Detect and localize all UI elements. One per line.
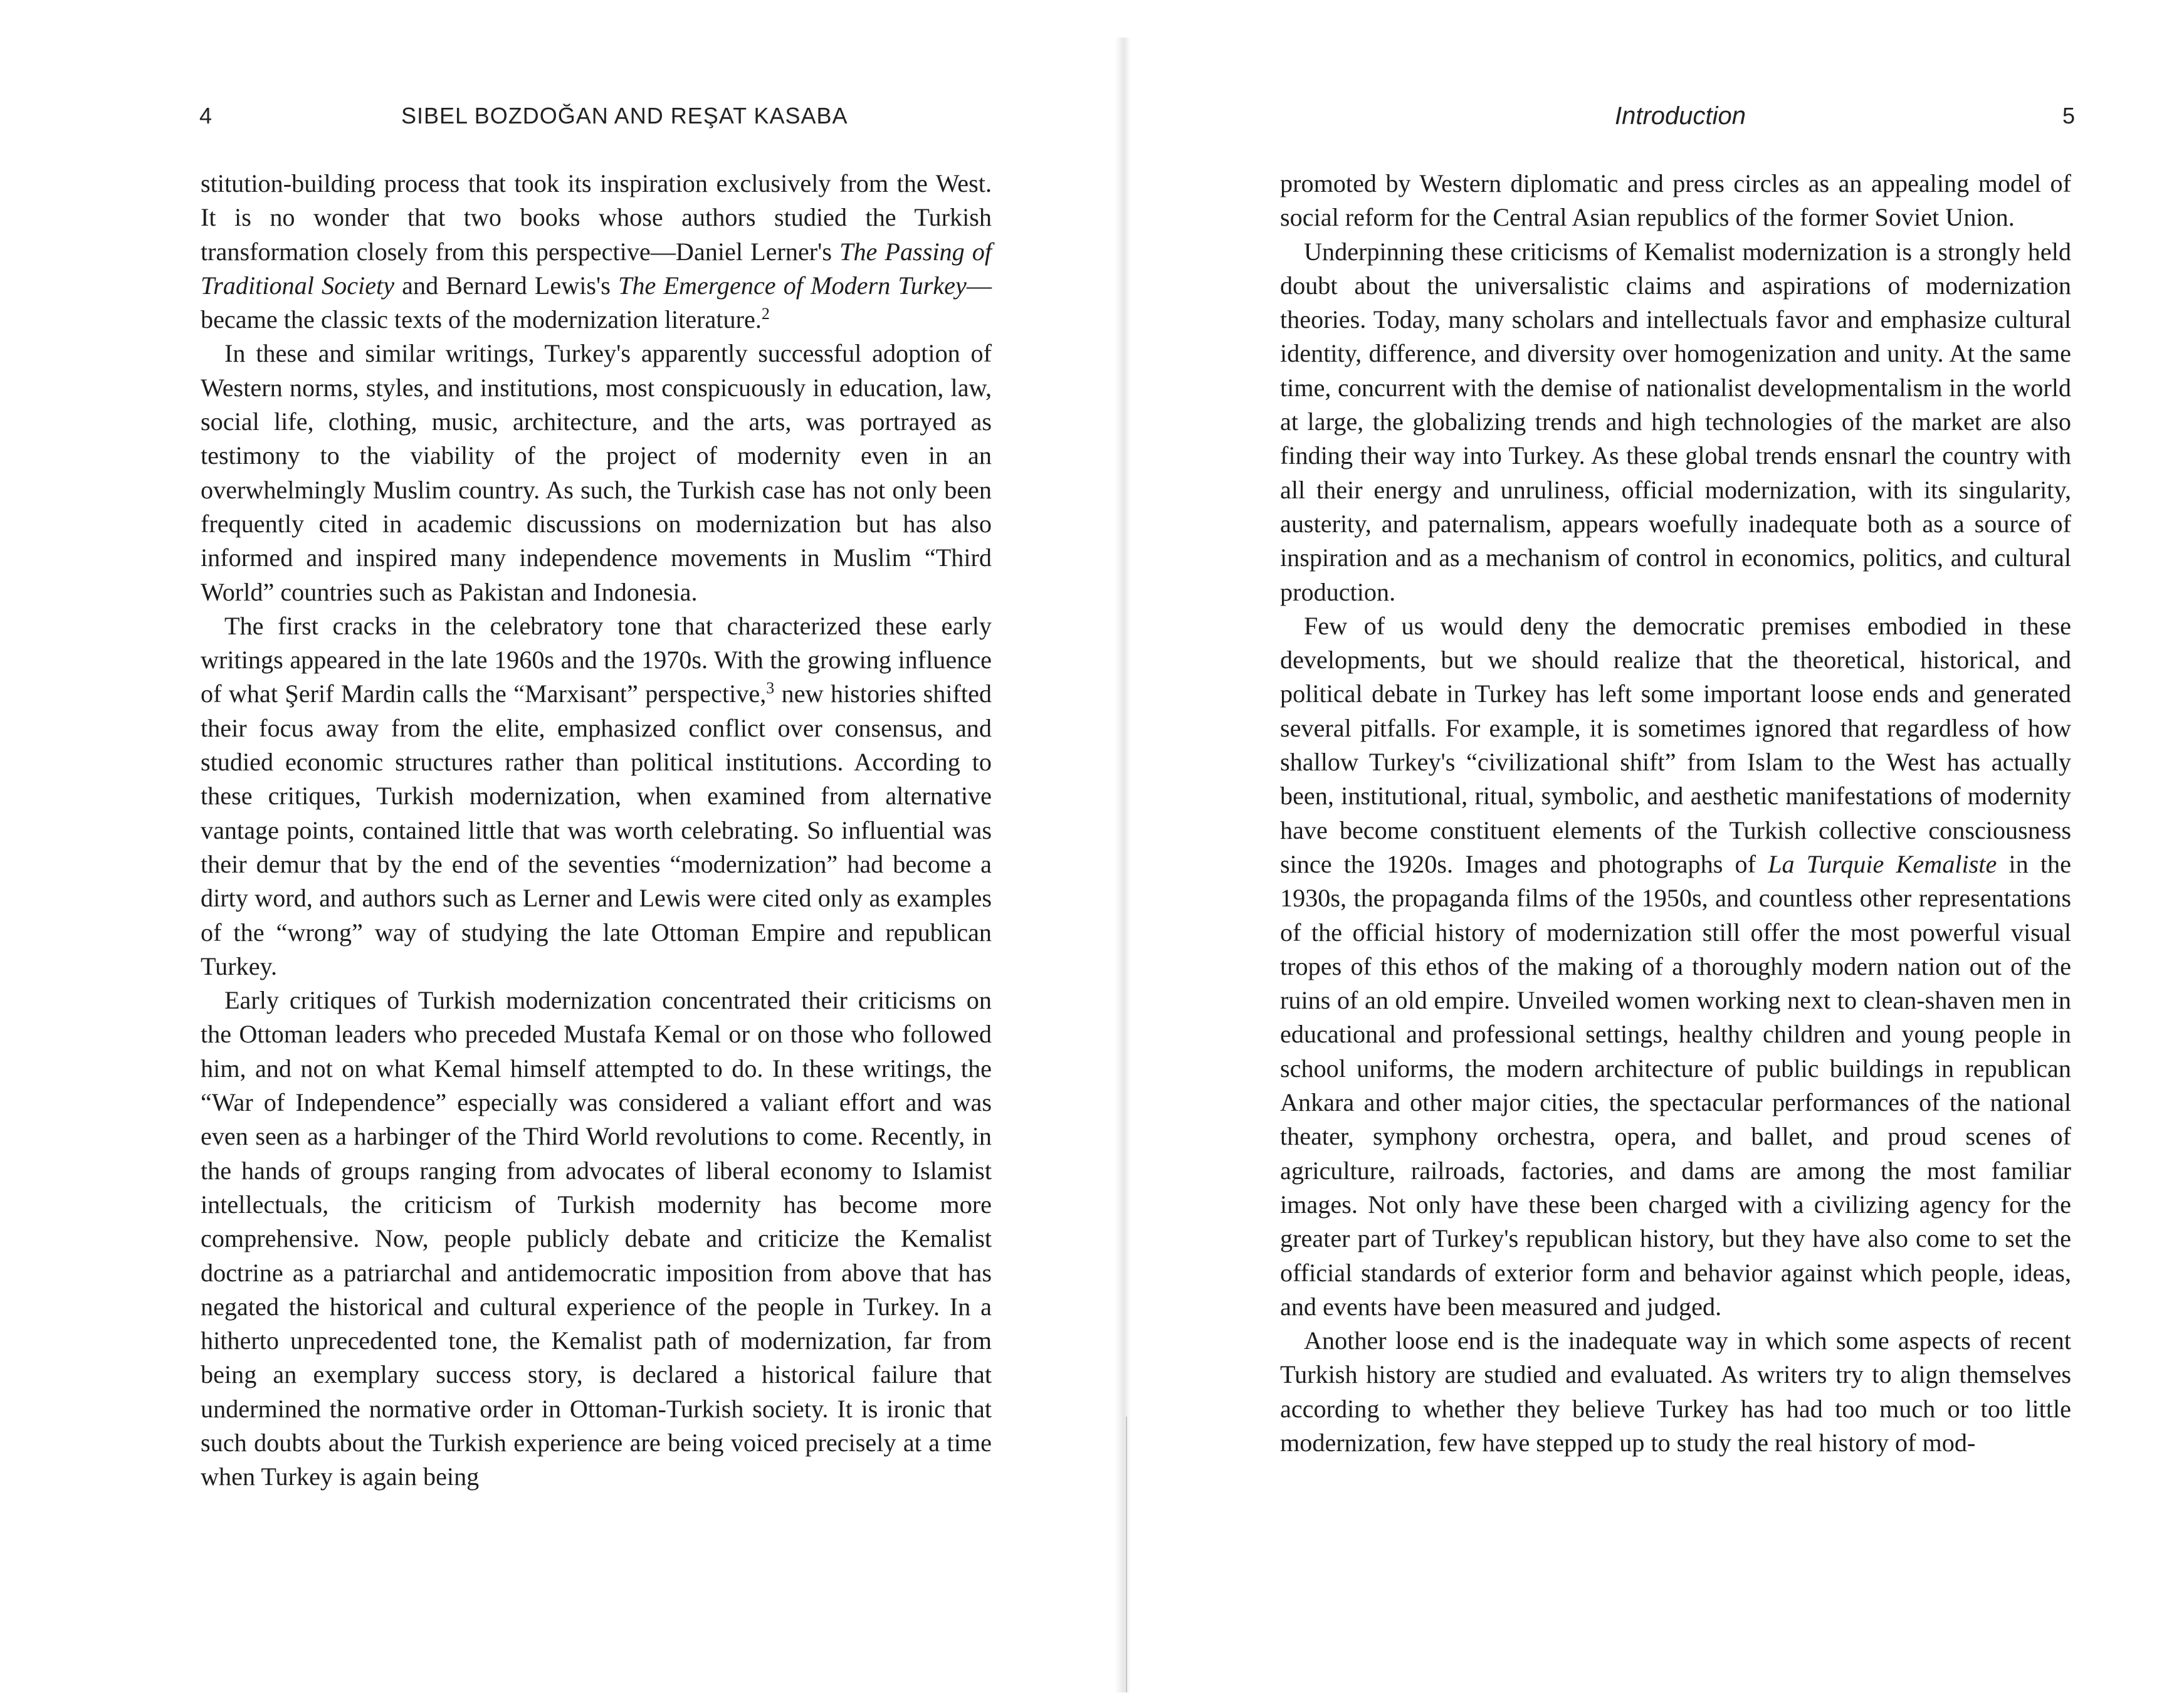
paragraph: promoted by Western diplomatic and press circles as an appealing model of social reform for the Central Asian republics of the former Soviet Union. — [1280, 169, 2071, 232]
paragraph: Few of us would deny the democratic premises embodied in these developments, but we should realize that the theoretical, historical, and political debate in Turkey has left some important loose ends and generated several pitfalls. For example, it is sometimes ignored that regardless of how shallow Turkey's “civilizational shift” from Islam to the West has actually been, institutional, ritual, symbolic, and aesthetic manifestations of modernity have become constituent elements of the Turkish collective consciousness since the 1920s. Images and photographs of La Turquie Kemaliste in the 1930s, the propaganda films of the 1950s, and countless other representations of the official history of modernization still offer the most powerful visual tropes of this ethos of the making of a thoroughly modern nation out of the ruins of an old empire. Unveiled women working next to clean-shaven men in educational and professional settings, healthy children and young people in school uniforms, the modern architecture of public buildings in republican Ankara and other major cities, the spectacular performances of the national theater, symphony orchestra, opera, and ballet, and proud scenes of agriculture, railroads, factories, and dams are among the most familiar images. Not only have these been charged with a civilizing agency for the greater part of Turkey's republican history, but they have also come to set the official standards of exterior form and behavior against which people, ideas, and events have been measured and judged. — [1280, 611, 2071, 1321]
left-page-body — [201, 167, 992, 1494]
paragraph: In these and similar writings, Turkey's apparently successful adoption of Western norms, styles, and institutions, most conspicuously in education, law, social life, clothing, music, architecture, and the arts, was portrayed as testimony to the viability of the project of modernity even in an overwhelmingly Muslim country. As such, the Turkish case has not only been frequently cited in academic discussions on modernization but has also informed and inspired many independence movements in Muslim “Third World” countries such as Pakistan and Indonesia. — [201, 339, 992, 606]
right-page-body — [1280, 167, 2071, 1460]
running-head-authors: SIBEL BOZDOĞAN AND REŞAT KASABA — [401, 103, 848, 129]
paragraph: Another loose end is the inadequate way in which some aspects of recent Turkish history are studied and evaluated. As writers try to align themselves according to whether they believe Turkey has had too much or too little modernization, few have stepped up to study the real history of mod- — [1280, 1326, 2071, 1457]
footnote-marker: 2 — [761, 305, 770, 323]
paragraph: stitution-building process that took its inspiration exclusively from the West. It is no wonder that two books whose authors studied the Turkish transformation closely from this perspective—Daniel Lerner's The Passing of Traditional Society and Bernard Lewis's The Emergence of Modern Turkey—became the classic texts of the modernization literature.$^2$ — [201, 169, 992, 334]
paragraph: Early critiques of Turkish modernization concentrated their criticisms on the Ottoman leaders who preceded Mustafa Kemal or on those who followed him, and not on what Kemal himself attempted to do. In these writings, the “War of Independence” especially was considered a valiant effort and was even seen as a harbinger of the Third World revolutions to come. Recently, in the hands of groups ranging from advocates of liberal economy to Islamist intellectuals, the criticism of Turkish modernity has become more comprehensive. Now, people publicly debate and criticize the Kemalist doctrine as a patriarchal and antidemocratic imposition from above that has negated the historical and cultural experience of the people in Turkey. In a hitherto unprecedented tone, the Kemalist path of modernization, far from being an exemplary success story, is declared a historical failure that undermined the normative order in Ottoman-Turkish society. It is ironic that such doubts about the Turkish experience are being voiced precisely at a time when Turkey is again being — [201, 986, 992, 1491]
paragraph: Underpinning these criticisms of Kemalist modernization is a strongly held doubt about the universalistic claims and aspirations of modernization theories. Today, many scholars and intellectuals favor and emphasize cultural identity, difference, and diversity over homogenization and unity. At the same time, concurrent with the demise of nationalist developmentalism in the world at large, the globalizing trends and high technologies of the market are also finding their way into Turkey. As these global trends ensnarl the country with all their energy and unruliness, official modernization, with its singularity, austerity, and paternalism, appears woefully inadequate both as a source of inspiration and as a mechanism of control in economics, politics, and cultural production. — [1280, 237, 2071, 606]
running-head-chapter: Introduction — [1615, 102, 1746, 130]
page-number-right: 5 — [2062, 103, 2076, 129]
page-number-left: 4 — [199, 103, 213, 129]
paragraph: The first cracks in the celebratory tone that characterized these early writings appeared in the late 1960s and the 1970s. With the growing influence of what Şerif Mardin calls the “Marxisant” perspective,$^3$ new histories shifted their focus away from the elite, emphasized conflict over consensus, and studied economic structures rather than political institutions. According to these critiques, Turkish modernization, when examined from alternative vantage points, contained little that was worth celebrating. So influential was their demur that by the end of the seventies “modernization” had become a dirty word, and authors such as Lerner and Lewis were cited only as examples of the “wrong” way of studying the late Ottoman Empire and republican Turkey. — [201, 611, 992, 980]
book-title-italic: The Passing of Traditional Society — [201, 237, 992, 300]
book-title-italic: La Turquie Kemaliste — [1768, 849, 1997, 878]
book-title-italic: The Emergence of Modern Turkey — [618, 271, 967, 300]
footnote-marker: 3 — [766, 679, 775, 698]
